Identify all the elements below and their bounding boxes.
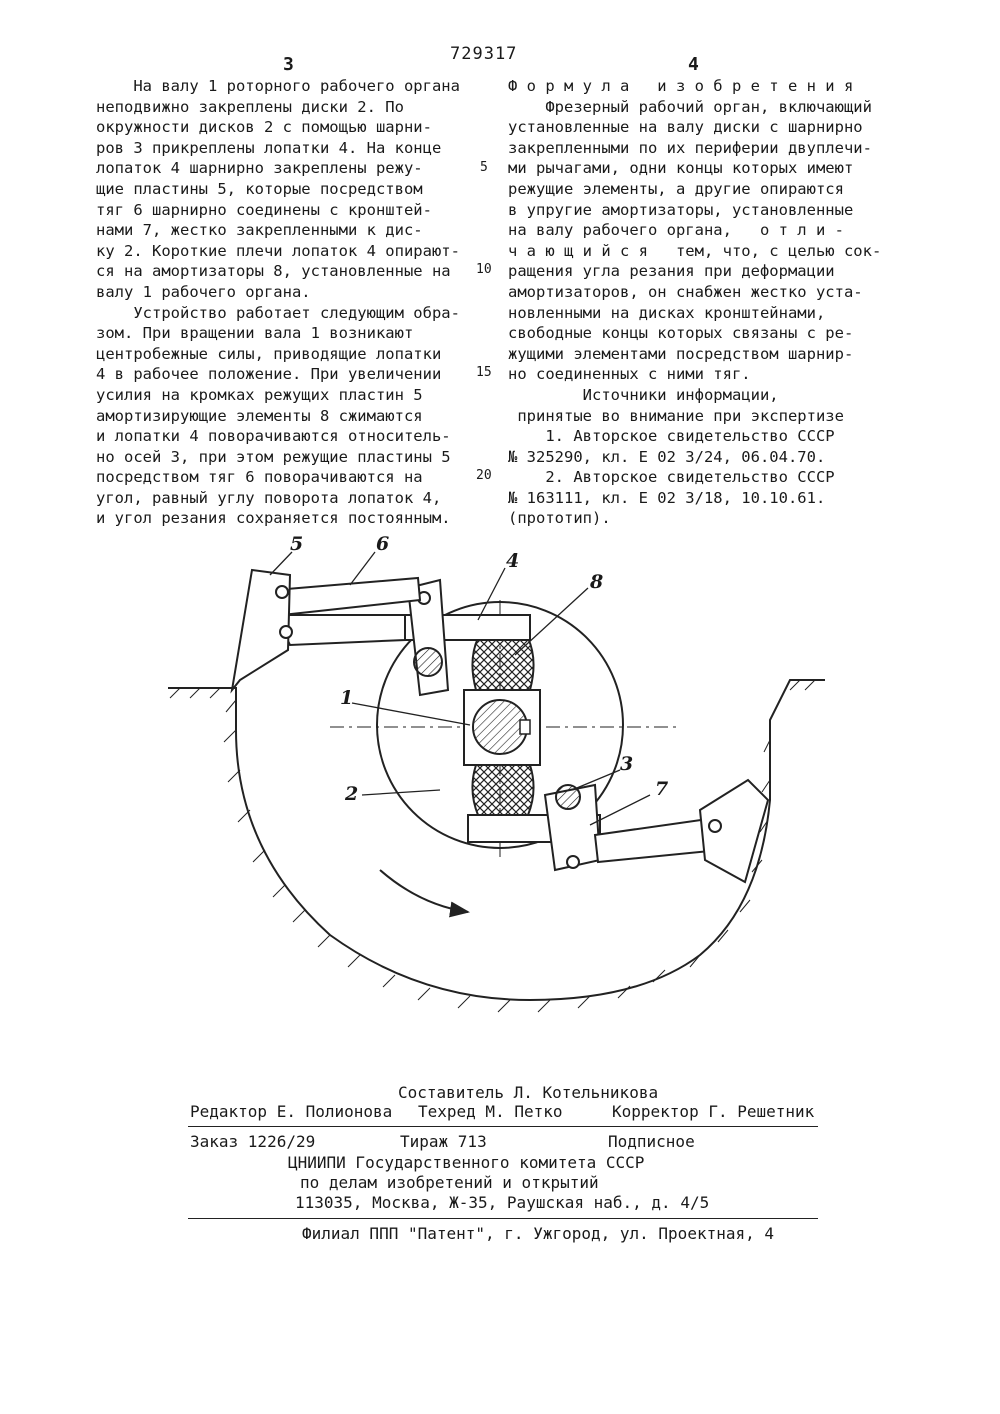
- text-line: ров 3 прикреплены лопатки 4. На конце: [96, 138, 442, 157]
- compiler: Составитель Л. Котельникова: [398, 1083, 659, 1102]
- text-line: на валу рабочего органа, о т л и -: [508, 221, 844, 240]
- text-line: ч а ю щ и й с я тем, что, с целью сок-: [508, 241, 882, 260]
- label-3: 3: [620, 753, 634, 775]
- text-line: режущие элементы, а другие опираются: [508, 179, 844, 198]
- hinge-plate-top: [276, 586, 288, 598]
- footer-rule-2: [188, 1218, 818, 1219]
- text-line: На валу 1 роторного рабочего органа: [96, 77, 460, 95]
- text-line: закрепленными по их периферии двуплечи-: [508, 138, 872, 157]
- text-line: № 325290, кл. Е 02 3/24, 06.04.70.: [508, 447, 826, 466]
- line-number-20: 20: [476, 468, 492, 483]
- text-line: лопаток 4 шарнирно закреплены режу-: [96, 159, 423, 178]
- text-line: усилия на кромках режущих пластин 5: [96, 385, 423, 404]
- text-line: тяг 6 шарнирно соединены с кронштей-: [96, 200, 432, 219]
- org-line-1: ЦНИИПИ Государственного комитета СССР: [288, 1153, 645, 1172]
- org-line-2: по делам изобретений и открытий: [300, 1173, 599, 1192]
- text-line: ращения угла резания при деформации: [508, 262, 835, 281]
- text-line: посредством тяг 6 поворачиваются на: [96, 468, 423, 487]
- blade-arm-upper: [275, 615, 405, 645]
- text-line: амортизирующие элементы 8 сжимаются: [96, 406, 423, 425]
- label-1: 1: [340, 687, 354, 709]
- subscription: Подписное: [608, 1132, 695, 1151]
- text-line: ми рычагами, одни концы которых имеют: [508, 159, 854, 178]
- text-line: зом. При вращении вала 1 возникают: [96, 324, 414, 343]
- line-number-5: 5: [480, 160, 488, 175]
- order-number: Заказ 1226/29: [190, 1132, 316, 1151]
- label-7: 7: [655, 778, 669, 800]
- text-line: окружности дисков 2 с помощью шарни-: [96, 118, 432, 137]
- description-text: [96, 76, 468, 529]
- text-line: неподвижно закреплены диски 2. По: [96, 97, 404, 116]
- label-6: 6: [376, 533, 390, 555]
- text-line: в упругие амортизаторы, установленные: [508, 200, 854, 219]
- column-number-right: 4: [688, 54, 699, 75]
- hinge-3-upper: [414, 648, 442, 676]
- label-2: 2: [345, 783, 359, 805]
- shaft-1: [473, 700, 527, 754]
- text-line: и угол резания сохраняется постоянным.: [96, 509, 451, 528]
- footer-rule-1: [188, 1126, 818, 1127]
- text-line: но осей 3, при этом режущие пластины 5: [96, 447, 451, 466]
- text-line: (прототип).: [508, 509, 611, 528]
- rotation-arrow: [380, 870, 468, 912]
- text-line: валу 1 рабочего органа.: [96, 282, 311, 301]
- circulation: Тираж 713: [400, 1132, 487, 1151]
- text-line: щие пластины 5, которые посредством: [96, 179, 423, 198]
- tech-editor: Техред М. Петко: [418, 1102, 563, 1121]
- text-line: Устройство работает следующим обра-: [96, 303, 460, 322]
- text-line: угол, равный углу поворота лопаток 4,: [96, 488, 442, 507]
- text-line: нами 7, жестко закрепленными к дис-: [96, 221, 423, 240]
- rotary-cutter-drawing: [0, 520, 1000, 1060]
- text-line: амортизаторов, он снабжен жестко уста-: [508, 282, 863, 301]
- label-5: 5: [290, 533, 304, 555]
- shock-absorber-lower: [472, 765, 533, 815]
- shaft-key: [520, 720, 530, 734]
- text-line: Источники информации,: [508, 385, 779, 404]
- text-line: 2. Авторское свидетельство СССР: [508, 468, 835, 487]
- text-line: ку 2. Короткие плечи лопаток 4 опирают-: [96, 241, 460, 260]
- editor: Редактор Е. Полионова: [190, 1102, 393, 1121]
- text-line: центробежные силы, приводящие лопатки: [96, 344, 442, 363]
- text-line: принятые во внимание при экспертизе: [508, 406, 844, 425]
- text-line: 1. Авторское свидетельство СССР: [508, 427, 835, 446]
- proofreader: Корректор Г. Решетник: [612, 1102, 815, 1121]
- hinge-lower-bottom: [567, 856, 579, 868]
- text-line: Ф о р м у л а и з о б р е т е н и я: [508, 77, 854, 95]
- address: 113035, Москва, Ж-35, Раушская наб., д. 4/5: [295, 1193, 710, 1212]
- claims-text: [508, 76, 888, 529]
- line-number-10: 10: [476, 262, 492, 277]
- label-4: 4: [506, 550, 520, 572]
- line-number-15: 15: [476, 365, 492, 380]
- text-line: ся на амортизаторы 8, установленные на: [96, 262, 451, 281]
- text-line: но соединенных с ними тяг.: [508, 365, 751, 384]
- patent-number: 729317: [450, 44, 518, 64]
- label-8: 8: [590, 571, 604, 593]
- rod-6: [275, 578, 420, 615]
- text-line: № 163111, кл. Е 02 3/18, 10.10.61.: [508, 488, 826, 507]
- hinge-lower-plate: [709, 820, 721, 832]
- text-line: Фрезерный рабочий орган, включающий: [508, 97, 872, 116]
- text-line: 4 в рабочее положение. При увеличении: [96, 365, 442, 384]
- hinge-plate-bottom: [280, 626, 292, 638]
- text-line: и лопатки 4 поворачиваются относитель-: [96, 427, 451, 446]
- text-line: жущими элементами посредством шарнир-: [508, 344, 854, 363]
- column-number-left: 3: [283, 54, 294, 75]
- branch: Филиал ППП "Патент", г. Ужгород, ул. Проектная, 4: [302, 1224, 775, 1243]
- text-line: установленные на валу диски с шарнирно: [508, 118, 863, 137]
- text-line: свободные концы которых связаны с ре-: [508, 324, 854, 343]
- text-line: новленными на дисках кронштейнами,: [508, 303, 826, 322]
